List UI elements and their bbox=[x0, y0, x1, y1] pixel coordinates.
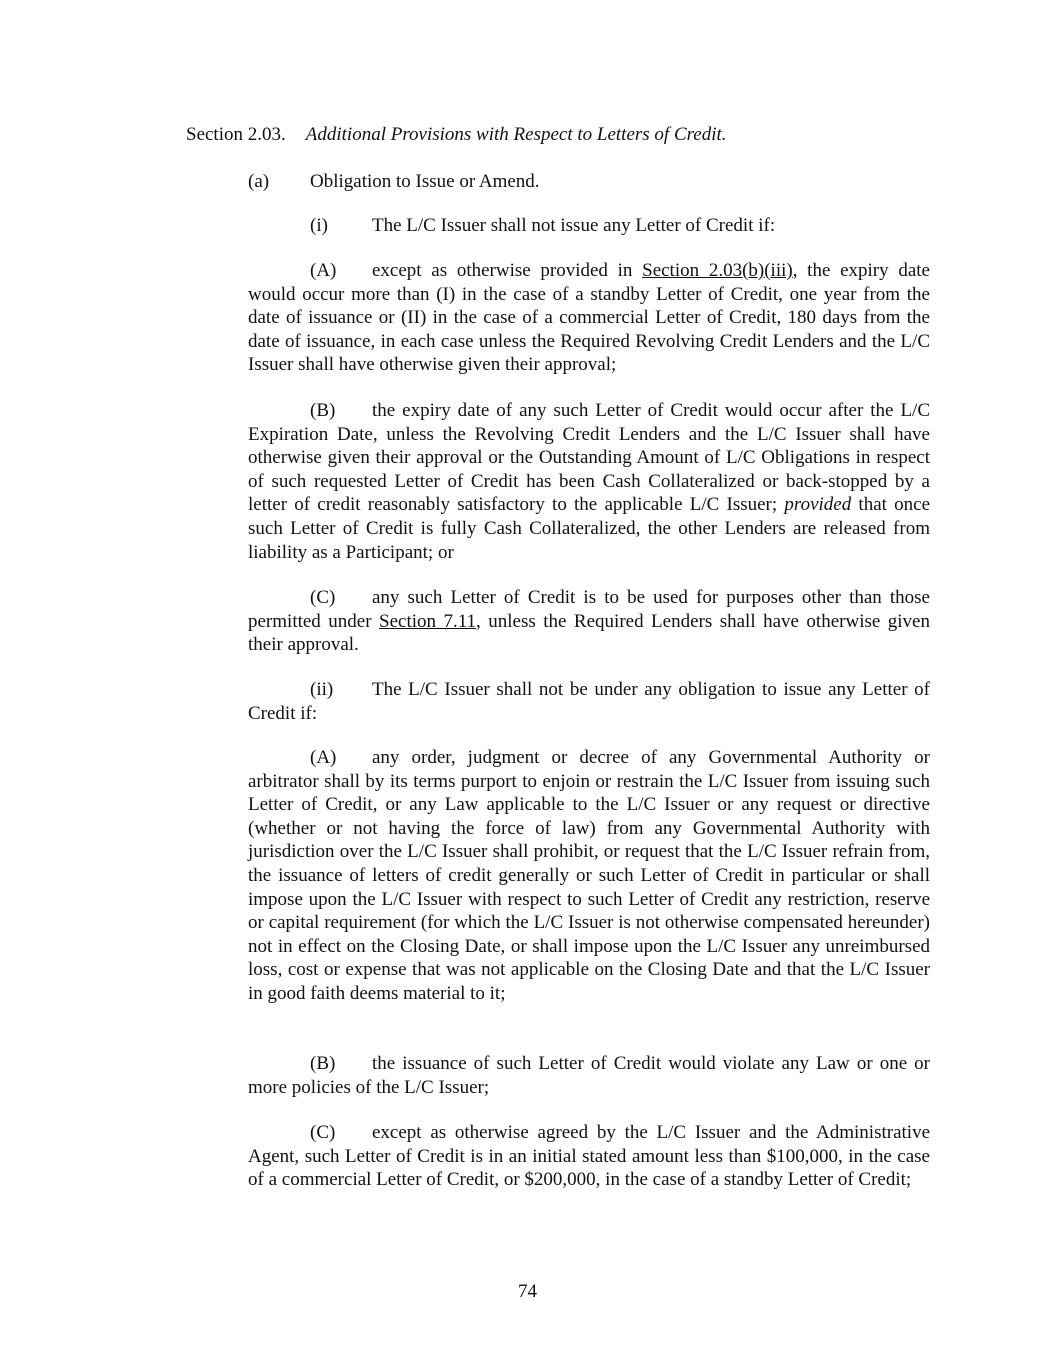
clause-i-B bbox=[248, 399, 930, 564]
clause-i-A-text-1: except as otherwise provided in bbox=[372, 260, 643, 281]
page-number: 74 bbox=[518, 1281, 537, 1302]
section-heading bbox=[186, 123, 727, 147]
clause-i-C-label: (C) bbox=[310, 587, 336, 608]
clause-i-C-text-1: any such Letter of Credit is to be used for purposes other than those permitted under bbox=[248, 587, 930, 632]
clause-ii-A bbox=[248, 746, 930, 1006]
subsection-a-label: (a) bbox=[248, 171, 270, 192]
clause-i-C-text-2: , unless the Required Lenders shall have otherwise given their approval. bbox=[248, 610, 930, 656]
clause-ii-label: (ii) bbox=[310, 679, 334, 700]
clause-ii-B-label: (B) bbox=[310, 1053, 336, 1074]
section-2-03-b-iii-link[interactable]: Section 2.03(b)(iii) bbox=[642, 260, 793, 281]
clause-ii-C-label: (C) bbox=[310, 1122, 336, 1143]
clause-i-B-text-2: that once such Letter of Credit is fully Cash Collateralized, the other Lenders are released from liability as a Participant; or bbox=[248, 494, 930, 563]
clause-i-text: The L/C Issuer shall not issue any Letter of Credit if: bbox=[372, 215, 776, 236]
section-number: Section 2.03. bbox=[186, 124, 286, 145]
clause-i-C bbox=[248, 586, 930, 657]
clause-i bbox=[310, 214, 775, 238]
clause-i-A-label: (A) bbox=[310, 260, 337, 281]
clause-i-A bbox=[248, 259, 930, 377]
clause-i-B-provided: provided bbox=[784, 494, 852, 516]
section-7-11-link[interactable]: Section 7.11 bbox=[379, 610, 477, 632]
clause-ii bbox=[248, 678, 930, 725]
clause-ii-C-text: except as otherwise agreed by the L/C Issuer and the Administrative Agent, such Letter of Credit is in an initial stated amount less than $100,000, in the case of a commercial Letter of Credit, or $200,000, in the case of a standby Letter of Credit; bbox=[248, 1122, 930, 1191]
subsection-a bbox=[248, 170, 540, 194]
clause-ii-text: The L/C Issuer shall not be under any obligation to issue any Letter of Credit if: bbox=[248, 679, 930, 724]
clause-i-label: (i) bbox=[310, 215, 328, 236]
clause-ii-A-text: any order, judgment or decree of any Governmental Authority or arbitrator shall by its terms purport to enjoin or restrain the L/C Issuer from issuing such Letter of Credit, or any Law applicable to the L/C Issuer or any request or directive (whether or not having the force of law) from any Governmental Authority with jurisdiction over the L/C Issuer shall prohibit, or request that the L/C Issuer refrain from, the issuance of letters of credit generally or such Letter of Credit in particular or shall impose upon the L/C Issuer with respect to such Letter of Credit any restriction, reserve or capital requirement (for which the L/C Issuer is not otherwise compensated hereunder) not in effect on the Closing Date, or shall impose upon the L/C Issuer any unreimbursed loss, cost or expense that was not applicable on the Closing Date and that the L/C Issuer in good faith deems material to it; bbox=[248, 747, 930, 1004]
clause-ii-C bbox=[248, 1121, 930, 1192]
clause-i-B-label: (B) bbox=[310, 400, 336, 421]
clause-ii-B-text: the issuance of such Letter of Credit would violate any Law or one or more policies of the L/C Issuer; bbox=[248, 1053, 930, 1098]
clause-ii-A-label: (A) bbox=[310, 747, 337, 768]
subsection-a-text: Obligation to Issue or Amend. bbox=[310, 171, 540, 192]
clause-i-A-text-2: , the expiry date would occur more than (I) in the case of a standby Letter of Credit, one year from the date of issuance or (II) in the case of a commercial Letter of Credit, 180 days from the date of issuance, in each case unless the Required Revolving Credit Lenders and the L/C Issuer shall have otherwise given their approval; bbox=[248, 260, 930, 376]
section-title: Additional Provisions with Respect to Letters of Credit. bbox=[305, 124, 727, 145]
clause-ii-B bbox=[248, 1052, 930, 1099]
clause-i-B-text-1: the expiry date of any such Letter of Credit would occur after the L/C Expiration Date, unless the Revolving Credit Lenders and the L/C Issuer shall have otherwise given their approval or the Outstanding Amount of L/C Obligations in respect of such requested Letter of Credit has been Cash Collateralized or back-stopped by a letter of credit reasonably satisfactory to the applicable L/C Issuer; bbox=[248, 400, 930, 516]
